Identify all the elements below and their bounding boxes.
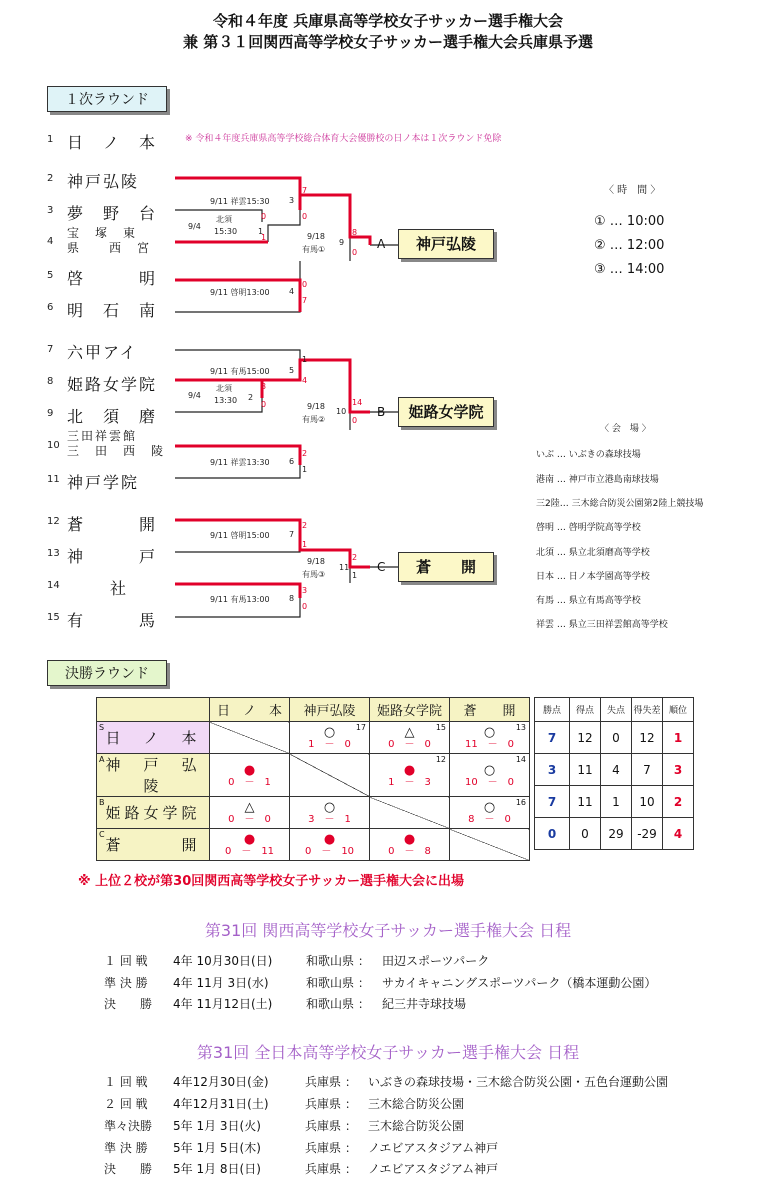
sched-round: 決 勝: [104, 997, 153, 1011]
winner-line: [175, 520, 370, 567]
match-time: 15:30: [214, 227, 238, 236]
col-header: 蒼 開: [450, 698, 530, 722]
match-score: 14: [352, 398, 363, 407]
sched-pref: 兵庫県 ：: [305, 1097, 357, 1111]
match-score: 0: [302, 602, 308, 611]
team-name: 蒼 開: [67, 515, 158, 534]
block-label: C: [377, 560, 386, 574]
sched-round: 準々決勝: [104, 1119, 153, 1133]
self-cell: [210, 722, 290, 754]
match-no: 10: [336, 407, 347, 416]
sched-date: 4年 11月12日(土): [173, 997, 273, 1011]
sched-venue: 三木総合防災公園: [368, 1097, 465, 1111]
venue-item: 港南 … 神戸市立港島南球技場: [536, 475, 659, 485]
match-score: 7: [302, 296, 308, 305]
match-score: 0: [352, 248, 358, 257]
bracket-line: [175, 550, 300, 552]
stat-header: 得点: [570, 698, 601, 722]
table-row: [97, 722, 530, 754]
sched-pref: 兵庫県 ：: [305, 1119, 357, 1133]
sched-date: 4年 11月 3日(水): [173, 976, 269, 990]
time-1: ① … 10:00: [594, 214, 665, 229]
col-header: 日 ノ 本: [210, 698, 290, 722]
goal-diff: 12: [632, 722, 663, 754]
sched-date: 4年 10月30日(日): [173, 954, 273, 968]
team-name: 社: [110, 579, 129, 598]
sched-venue: サカイキャニングスポーツパーク（橋本運動公園）: [382, 976, 657, 990]
match-no: 5: [289, 366, 295, 375]
match-score: 2: [352, 553, 358, 562]
sched-pref: 和歌山県 ：: [306, 997, 370, 1011]
match-no: 3: [289, 196, 295, 205]
table-row: [97, 797, 530, 829]
team-no: 10: [47, 440, 60, 451]
goal-diff: 7: [632, 754, 663, 786]
table-row: [535, 818, 694, 850]
points: 0: [535, 818, 570, 850]
team-no: 8: [47, 376, 54, 387]
match-no: 1: [258, 227, 264, 236]
match-score: 1: [302, 355, 308, 364]
result-cell: △ 0 － 0: [210, 797, 290, 829]
goals-against: 29: [601, 818, 632, 850]
team-name: 神戸学院: [67, 473, 140, 492]
result-cell: 12 ● 1 － 3: [370, 754, 450, 797]
goal-diff: 10: [632, 786, 663, 818]
sched-pref: 兵庫県 ：: [305, 1141, 357, 1155]
team-name: 啓 明: [67, 269, 158, 288]
team-name: 日 ノ 本: [67, 133, 158, 152]
block-b-winner: 姫路女学院: [398, 397, 494, 427]
final-round-label: 決勝ラウンド: [47, 660, 167, 686]
match-info: 9/11 祥雲15:30: [210, 197, 270, 206]
team-no: 1: [47, 134, 54, 145]
goals-against: 1: [601, 786, 632, 818]
stat-header: 勝点: [535, 698, 570, 722]
points: 7: [535, 722, 570, 754]
match-info: 9/11 有馬13:00: [210, 595, 270, 604]
match-score: 8: [352, 228, 358, 237]
row-team: S 日 ノ 本: [97, 722, 210, 754]
match-info: 9/11 啓明15:00: [210, 531, 270, 540]
result-cell: ● 0 － 8: [370, 829, 450, 861]
self-cell: [290, 754, 370, 797]
match-no: 7: [289, 530, 295, 539]
sched-pref: 和歌山県 ：: [306, 976, 370, 990]
sched-date: 5年 1月 3日(火): [173, 1119, 261, 1133]
match-date: 9/18: [307, 557, 325, 566]
team-name: 神戸弘陵: [67, 172, 140, 191]
team-name: 北 須 磨: [67, 407, 158, 426]
match-score: 1: [302, 465, 308, 474]
venue-item: いぶ … いぶきの森球技場: [536, 450, 641, 460]
result-cell: ● 0 － 11: [210, 829, 290, 861]
result-cell: ● 0 － 1: [210, 754, 290, 797]
team-no: 5: [47, 270, 54, 281]
venue-item: 三2陸… 三木総合防災公園第2陸上競技場: [536, 499, 704, 509]
team-name-line2: 三 田 西 陵: [67, 444, 166, 458]
team-name: 神 戸: [67, 547, 158, 566]
team-no: 9: [47, 408, 54, 419]
qualify-note: ※ 上位２校が第30回関西高等学校女子サッカー選手権大会に出場: [78, 874, 464, 889]
match-date: 9/18: [307, 402, 325, 411]
sched-pref: 和歌山県 ：: [306, 954, 370, 968]
match-score: 0: [261, 212, 267, 221]
result-cell: 14 ○ 10 － 0: [450, 754, 530, 797]
match-no: 4: [289, 287, 295, 296]
table-row: [535, 754, 694, 786]
stat-header: 順位: [663, 698, 694, 722]
rank: 2: [663, 786, 694, 818]
team-name: 明 石 南: [67, 301, 158, 320]
team-name: 有 馬: [67, 611, 158, 630]
sched-round: 決 勝: [104, 1162, 153, 1176]
stat-header: 失点: [601, 698, 632, 722]
goals-against: 4: [601, 754, 632, 786]
sched-round: １ 回 戦: [104, 1075, 148, 1089]
sched-venue: ノエビアスタジアム神戸: [368, 1141, 499, 1155]
team-name: 六甲アイ: [67, 343, 138, 362]
match-score: 1: [352, 571, 358, 580]
points: 3: [535, 754, 570, 786]
bracket-line: [268, 210, 300, 242]
venue-item: 北須 … 県立北須磨高等学校: [536, 548, 650, 558]
kansai-schedule-title: 第31回 関西高等学校女子サッカー選手権大会 日程: [204, 921, 572, 940]
match-date: 9/4: [188, 391, 201, 400]
team-no: 2: [47, 173, 54, 184]
rank: 3: [663, 754, 694, 786]
match-date: 9/4: [188, 222, 201, 231]
result-cell: 13 ○ 11 － 0: [450, 722, 530, 754]
time-3: ③ … 14:00: [594, 262, 665, 277]
col-header: 神戸弘陵: [290, 698, 370, 722]
rank: 4: [663, 818, 694, 850]
goals-for: 12: [570, 722, 601, 754]
match-no: 9: [339, 238, 345, 247]
match-venue: 有馬③: [302, 570, 326, 579]
block-label: B: [377, 405, 386, 419]
result-cell: 15 △ 0 － 0: [370, 722, 450, 754]
sched-round: 準 決 勝: [104, 976, 148, 990]
block-c-winner: 蒼 開: [398, 552, 494, 582]
venues-label: 〈 会 場 〉: [600, 424, 651, 434]
points: 7: [535, 786, 570, 818]
table-corner: [97, 698, 210, 722]
sched-date: 4年12月31日(土): [173, 1097, 269, 1111]
page-title: 令和４年度 兵庫県高等学校女子サッカー選手権大会: [213, 12, 563, 30]
team-no: 14: [47, 580, 60, 591]
sched-venue: 田辺スポーツパーク: [382, 954, 490, 968]
table-row: [535, 786, 694, 818]
team-no: 7: [47, 344, 54, 355]
match-venue: 北須: [216, 215, 232, 224]
row-team: C 蒼 開: [97, 829, 210, 861]
row-team: B 姫路女学院: [97, 797, 210, 829]
venue-item: 日本 … 日ノ本学園高等学校: [536, 572, 650, 582]
team-no: 11: [47, 474, 60, 485]
match-date: 9/18: [307, 232, 325, 241]
match-score: 7: [302, 186, 308, 195]
page-subtitle: 兼 第３１回関西高等学校女子サッカー選手権大会兵庫県予選: [183, 33, 593, 51]
block-label: A: [377, 237, 386, 251]
team-name-line1: 宝 塚 東: [67, 226, 138, 240]
self-cell: [370, 797, 450, 829]
match-info: 9/11 祥雲13:30: [210, 458, 270, 467]
stat-header: 得失差: [632, 698, 663, 722]
standings-table: [534, 697, 694, 850]
match-score: 4: [302, 376, 308, 385]
table-row: [97, 829, 530, 861]
match-no: 11: [339, 563, 350, 572]
team-name-line1: 三田祥雲館: [67, 429, 138, 443]
sched-date: 4年12月30日(金): [173, 1075, 269, 1089]
goals-for: 0: [570, 818, 601, 850]
sched-date: 5年 1月 8日(日): [173, 1162, 261, 1176]
team-name-line2: 県 西 宮: [67, 241, 152, 255]
venue-item: 啓明 … 啓明学院高等学校: [536, 523, 641, 533]
round1-label: １次ラウンド: [47, 86, 167, 112]
match-score: 0: [302, 212, 308, 221]
result-cell: 16 ○ 8 － 0: [450, 797, 530, 829]
time-2: ② … 12:00: [594, 238, 665, 253]
rank: 1: [663, 722, 694, 754]
sched-venue: ノエビアスタジアム神戸: [368, 1162, 499, 1176]
match-no: 8: [289, 594, 295, 603]
match-info: 9/11 啓明13:00: [210, 288, 270, 297]
match-no: 6: [289, 457, 295, 466]
match-info: 9/11 有馬15:00: [210, 367, 270, 376]
match-score: 3: [261, 382, 267, 391]
sched-venue: 紀三井寺球技場: [382, 997, 467, 1011]
sched-date: 5年 1月 5日(木): [173, 1141, 261, 1155]
match-score: 0: [302, 280, 308, 289]
match-score: 2: [302, 521, 308, 530]
team-no: 3: [47, 205, 54, 216]
match-score: 3: [302, 586, 308, 595]
self-cell: [450, 829, 530, 861]
team-name: 夢 野 台: [67, 204, 158, 223]
sched-venue: 三木総合防災公園: [368, 1119, 465, 1133]
block-a-winner: 神戸弘陵: [398, 229, 494, 259]
bye-note: ※ 令和４年度兵庫県高等学校総合体育大会優勝校の日ノ本は１次ラウンド免除: [185, 134, 502, 144]
final-round-table: [96, 697, 530, 861]
match-venue: 北須: [216, 384, 232, 393]
match-venue: 有馬②: [302, 415, 326, 424]
goals-for: 11: [570, 786, 601, 818]
team-no: 4: [47, 236, 54, 247]
match-score: 1: [261, 233, 267, 242]
team-name: 姫路女学院: [67, 375, 158, 394]
sched-round: １ 回 戦: [104, 954, 148, 968]
match-venue: 有馬①: [302, 245, 326, 254]
team-no: 12: [47, 516, 60, 527]
sched-pref: 兵庫県 ：: [305, 1162, 357, 1176]
sched-round: ２ 回 戦: [104, 1097, 148, 1111]
result-cell: ○ 3 － 1: [290, 797, 370, 829]
match-score: 0: [352, 416, 358, 425]
team-no: 6: [47, 302, 54, 313]
match-time: 13:30: [214, 396, 238, 405]
sched-venue: いぶきの森球技場・三木総合防災公園・五色台運動公園: [368, 1075, 669, 1089]
goals-against: 0: [601, 722, 632, 754]
venue-item: 有馬 … 県立有馬高等学校: [536, 596, 641, 606]
table-row: [535, 722, 694, 754]
match-score: 0: [261, 400, 267, 409]
team-no: 13: [47, 548, 60, 559]
table-row: [97, 754, 530, 797]
sched-pref: 兵庫県 ：: [305, 1075, 357, 1089]
match-score: 2: [302, 449, 308, 458]
match-no: 2: [248, 393, 254, 402]
goals-for: 11: [570, 754, 601, 786]
col-header: 姫路女学院: [370, 698, 450, 722]
sched-round: 準 決 勝: [104, 1141, 148, 1155]
goal-diff: -29: [632, 818, 663, 850]
venue-item: 祥雲 … 県立三田祥雲館高等学校: [536, 620, 668, 630]
row-team: A 神 戸 弘 陵: [97, 754, 210, 797]
result-cell: 17 ○ 1 － 0: [290, 722, 370, 754]
times-label: 〈 時 間 〉: [604, 185, 661, 196]
zennihon-schedule-title: 第31回 全日本高等学校女子サッカー選手権大会 日程: [196, 1043, 580, 1062]
result-cell: ● 0 － 10: [290, 829, 370, 861]
match-score: 1: [302, 540, 308, 549]
team-no: 15: [47, 612, 60, 623]
